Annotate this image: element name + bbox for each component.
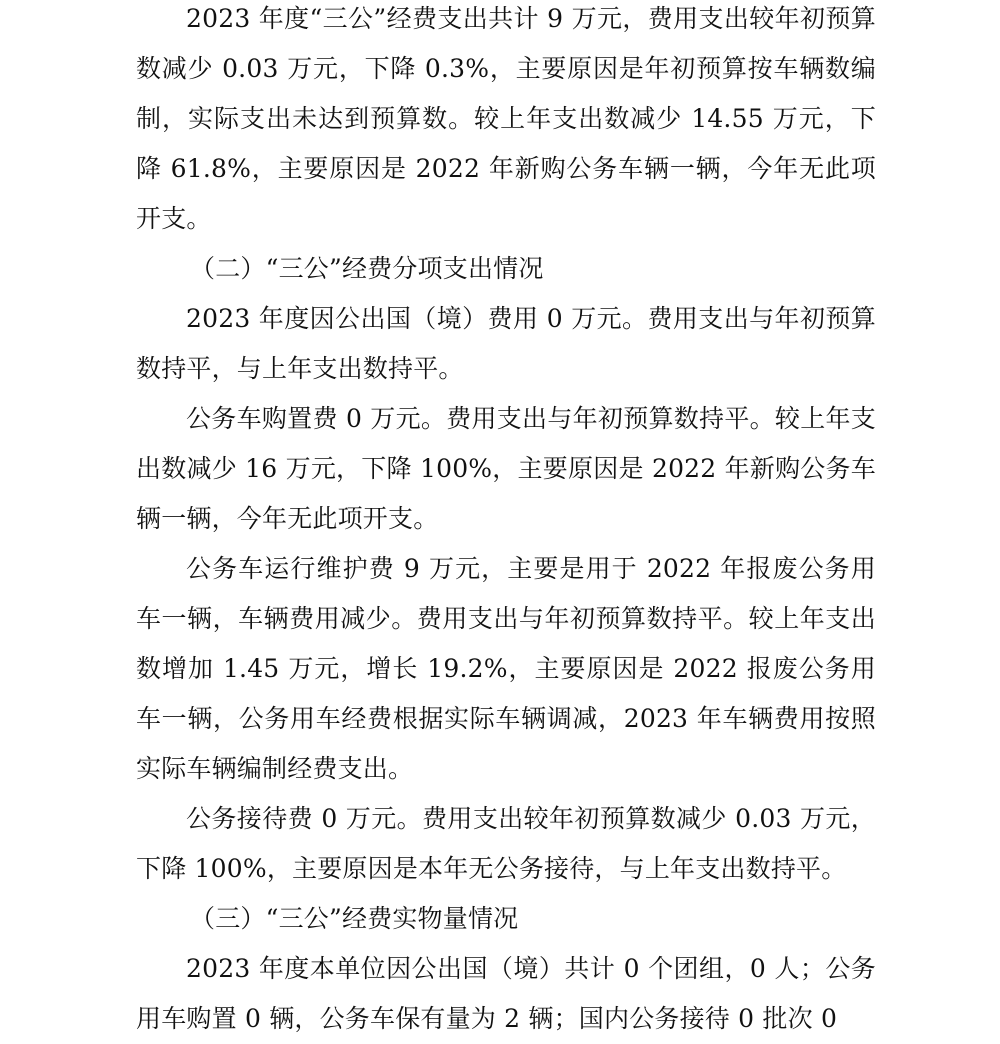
paragraph-official-reception: 公务接待费 0 万元。费用支出较年初预算数减少 0.03 万元，下降 100%，主要原因是本年无公务接待，与上年支出数持平。 bbox=[136, 804, 876, 883]
document-body bbox=[136, 0, 876, 1044]
paragraph-physical-quantity: 2023 年度本单位因公出国（境）共计 0 个团组，0 人；公务用车购置 0 辆，公务车保有量为 2 辆；国内公务接待 0 批次 0 bbox=[136, 954, 876, 1033]
paragraph-overseas-travel: 2023 年度因公出国（境）费用 0 万元。费用支出与年初预算数持平，与上年支出数持平。 bbox=[136, 304, 876, 383]
paragraph-vehicle-purchase: 公务车购置费 0 万元。费用支出与年初预算数持平。较上年支出数减少 16 万元，下降 100%，主要原因是 2022 年新购公务车辆一辆，今年无此项开支。 bbox=[136, 404, 876, 533]
section-heading-physical-quantity: （三）“三公”经费实物量情况 bbox=[190, 904, 519, 933]
paragraph-total-expenditure: 2023 年度“三公”经费支出共计 9 万元，费用支出较年初预算数减少 0.03 万元，下降 0.3%，主要原因是年初预算按车辆数编制，实际支出未达到预算数。较上年支出数减少 14.55 万元，下降 61.8%，主要原因是 2022 年新购公务车辆一辆，今年无此项开支。 bbox=[136, 4, 876, 233]
section-heading-itemized-expenditure: （二）“三公”经费分项支出情况 bbox=[190, 254, 544, 283]
paragraph-vehicle-maintenance: 公务车运行维护费 9 万元，主要是用于 2022 年报废公务用车一辆，车辆费用减少。费用支出与年初预算数持平。较上年支出数增加 1.45 万元，增长 19.2%，主要原因是 2022 报废公务用车一辆，公务用车经费根据实际车辆调减，2023 年车辆费用按照实际车辆编制经费支出。 bbox=[136, 554, 876, 783]
